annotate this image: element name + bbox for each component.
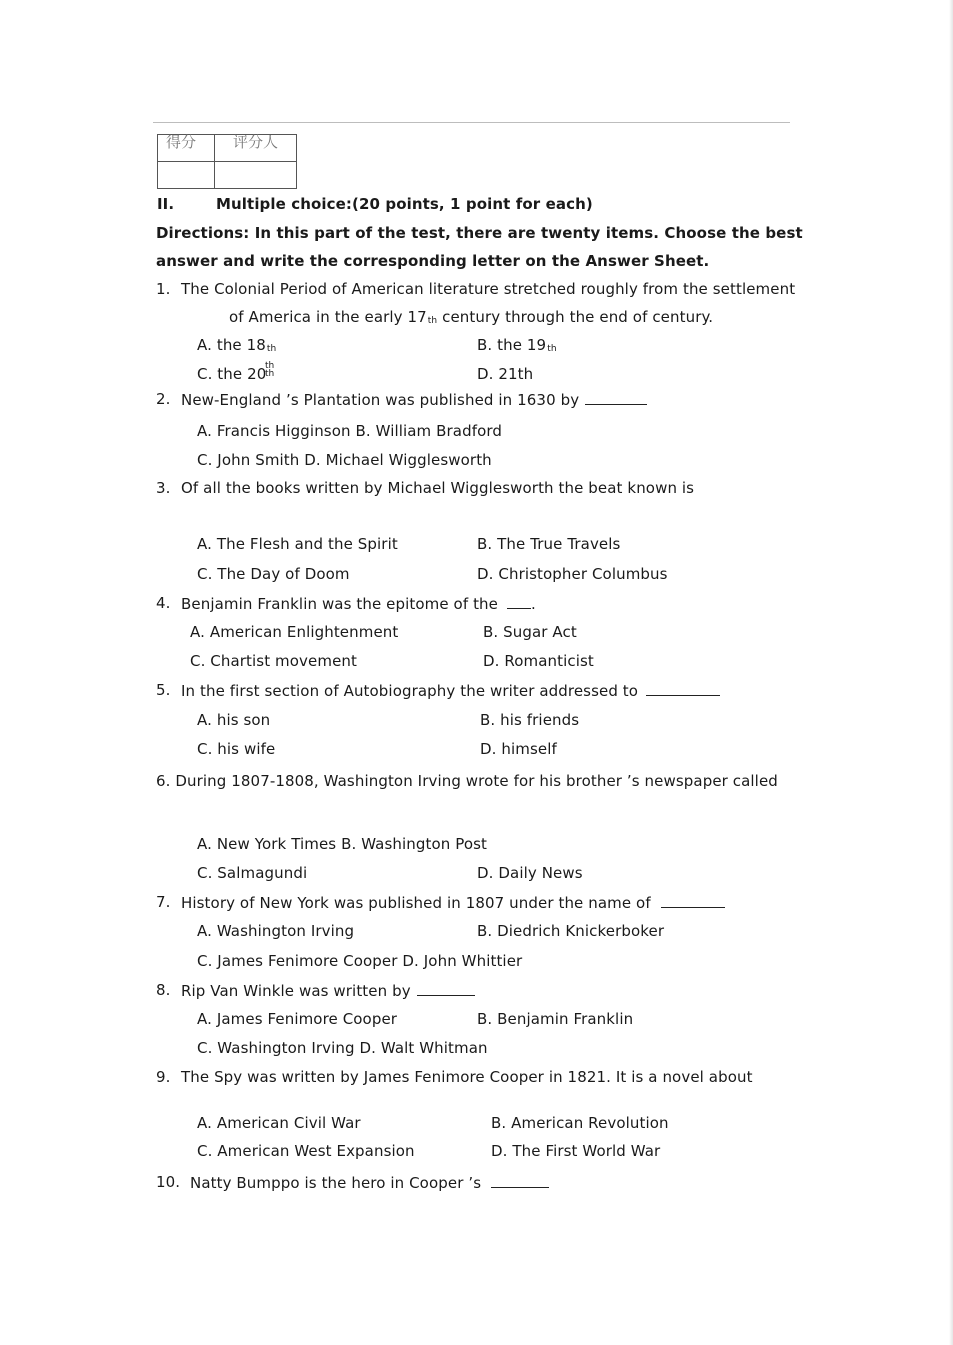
q1-option-d: D. 21th — [477, 365, 534, 383]
q9-option-b: B. American Revolution — [491, 1114, 669, 1132]
q3-option-b: B. The True Travels — [477, 535, 621, 553]
grader-cell — [215, 162, 297, 189]
q7-number: 7. — [156, 893, 171, 911]
q4-option-d: D. Romanticist — [483, 652, 594, 670]
q1-stem-line-1: The Colonial Period of American literature stretched roughly from the settlement — [181, 280, 796, 298]
q2-number: 2. — [156, 390, 171, 408]
answer-blank — [417, 981, 475, 996]
answer-blank — [661, 893, 725, 908]
q10-stem: Natty Bumppo is the hero in Cooper ’s — [190, 1173, 549, 1192]
q6-options-ab: A. New York Times B. Washington Post — [197, 835, 488, 853]
q2-options-ab: A. Francis Higginson B. William Bradford — [197, 422, 502, 440]
q1-option-c-superscript: th th — [265, 361, 275, 379]
answer-blank — [585, 390, 647, 405]
answer-blank — [646, 681, 720, 696]
q1-stem-line-2: of America in the early 17th century through the end of century. — [229, 308, 714, 326]
q5-option-c: C. his wife — [197, 740, 276, 758]
q5-number: 5. — [156, 681, 171, 699]
q3-number: 3. — [156, 479, 171, 497]
answer-blank — [491, 1173, 549, 1188]
q2-stem: New-England ’s Plantation was published in 1630 by — [181, 390, 647, 409]
directions-line-2: answer and write the corresponding letter on the Answer Sheet. — [156, 252, 710, 270]
q7-option-a: A. Washington Irving — [197, 922, 355, 940]
q8-option-a: A. James Fenimore Cooper — [197, 1010, 398, 1028]
grader-header: 评分人 — [215, 135, 297, 162]
section-number: II. — [157, 195, 175, 213]
q7-option-b: B. Diedrich Knickerboker — [477, 922, 665, 940]
page-edge — [949, 0, 953, 1345]
q9-option-d: D. The First World War — [491, 1142, 661, 1160]
q9-stem: The Spy was written by James Fenimore Cooper in 1821. It is a novel about — [181, 1068, 753, 1086]
directions-line-1: Directions: In this part of the test, there are twenty items. Choose the best — [156, 224, 803, 242]
q4-number: 4. — [156, 594, 171, 612]
q4-stem: Benjamin Franklin was the epitome of the . — [181, 595, 536, 613]
q8-number: 8. — [156, 981, 171, 999]
q2-options-cd: C. John Smith D. Michael Wigglesworth — [197, 451, 492, 469]
header-rule — [153, 122, 790, 123]
q1-number: 1. — [156, 280, 171, 298]
q5-option-a: A. his son — [197, 711, 271, 729]
q4-option-a: A. American Enlightenment — [190, 623, 399, 641]
q7-options-cd: C. James Fenimore Cooper D. John Whittier — [197, 952, 523, 970]
q5-stem: In the first section of Autobiography the writer addressed to — [181, 681, 720, 700]
q1-option-c: C. the 20 — [197, 365, 267, 383]
q3-option-a: A. The Flesh and the Spirit — [197, 535, 398, 553]
section-title: Multiple choice:(20 points, 1 point for each) — [216, 195, 593, 213]
q4-option-c: C. Chartist movement — [190, 652, 357, 670]
q6-stem: 6. During 1807-1808, Washington Irving wrote for his brother ’s newspaper called — [156, 772, 778, 790]
q6-option-d: D. Daily News — [477, 864, 583, 882]
q9-option-c: C. American West Expansion — [197, 1142, 415, 1160]
q8-option-b: B. Benjamin Franklin — [477, 1010, 634, 1028]
q1-option-a: A. the 18th — [197, 336, 277, 354]
q6-option-c: C. Salmagundi — [197, 864, 308, 882]
answer-blank — [507, 594, 531, 609]
score-header: 得分 — [158, 135, 215, 162]
q9-option-a: A. American Civil War — [197, 1114, 361, 1132]
q1-option-b: B. the 19th — [477, 336, 557, 354]
score-table — [157, 134, 297, 189]
q8-stem: Rip Van Winkle was written by — [181, 981, 475, 1000]
q9-number: 9. — [156, 1068, 171, 1086]
q5-option-d: D. himself — [480, 740, 557, 758]
q7-stem: History of New York was published in 1807 under the name of — [181, 893, 725, 912]
score-cell — [158, 162, 215, 189]
q4-option-b: B. Sugar Act — [483, 623, 577, 641]
q8-options-cd: C. Washington Irving D. Walt Whitman — [197, 1039, 488, 1057]
q3-stem: Of all the books written by Michael Wigglesworth the beat known is — [181, 479, 695, 497]
q5-option-b: B. his friends — [480, 711, 580, 729]
q3-option-c: C. The Day of Doom — [197, 565, 350, 583]
q10-number: 10. — [156, 1173, 181, 1191]
q3-option-d: D. Christopher Columbus — [477, 565, 668, 583]
